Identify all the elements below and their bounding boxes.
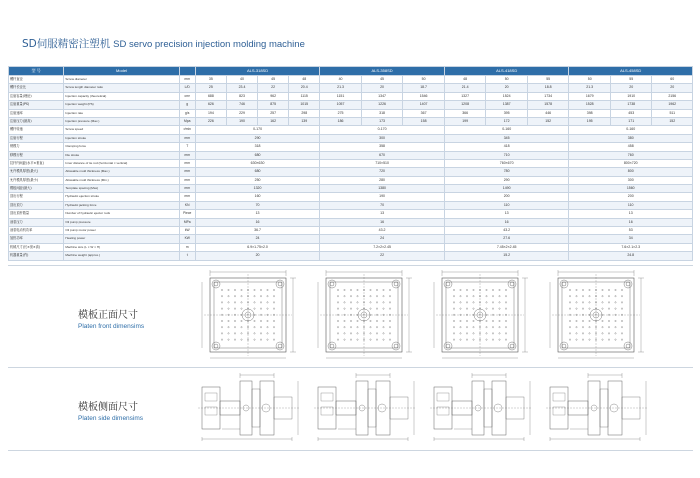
row-value: 40 <box>320 76 362 84</box>
header-model-1: ALS-318SD <box>195 67 320 76</box>
row-value: 27.6 <box>444 235 569 243</box>
row-value: 1738 <box>610 101 652 109</box>
table-row <box>9 193 693 201</box>
row-label-en: Hydraulic jacking force <box>64 201 179 209</box>
page-title-en: SD servo precision injection molding machine <box>113 39 305 50</box>
row-value: 511 <box>652 109 693 117</box>
row-value: 48 <box>444 76 486 84</box>
row-value: 1347 <box>361 92 403 100</box>
row-label-en: Injection stroke <box>64 134 179 142</box>
row-unit: mm <box>179 134 195 142</box>
row-value: 250 <box>195 176 320 184</box>
row-value: 1560 <box>569 185 693 193</box>
row-unit: m <box>179 243 195 251</box>
row-label-en: Number of hydraulic ejector rods <box>64 210 179 218</box>
front-dim-label <box>78 306 188 330</box>
row-value: 21.4 <box>444 84 486 92</box>
platen-side-drawing-4 <box>544 371 654 445</box>
row-value: 760 <box>569 151 693 159</box>
page-title <box>22 36 305 51</box>
row-value: 710 <box>444 151 569 159</box>
row-value: 194 <box>195 109 226 117</box>
header-model-3: ALS-418SD <box>444 67 569 76</box>
row-value: 0-170 <box>320 126 445 134</box>
row-value: 18.7 <box>403 84 445 92</box>
row-value: 962 <box>258 92 289 100</box>
spec-table-body <box>9 76 693 261</box>
platen-front-drawing-1 <box>196 268 302 362</box>
row-label-en: Oil pump pressure <box>64 218 179 226</box>
header-type: 型 号 <box>9 67 64 76</box>
row-value: 1490 <box>444 185 569 193</box>
platen-front-drawing-2 <box>312 268 418 362</box>
row-value: 446 <box>527 109 569 117</box>
table-row <box>9 134 693 142</box>
row-unit: Mpa <box>179 117 195 125</box>
row-label-cn: 注射压力(最高) <box>9 117 64 125</box>
row-label-cn: 允许模具厚度(最小) <box>9 176 64 184</box>
table-row <box>9 185 693 193</box>
table-row <box>9 218 693 226</box>
section-divider <box>8 450 693 451</box>
row-label-cn: 螺杆长径比 <box>9 84 64 92</box>
row-value: 55 <box>527 76 569 84</box>
row-value: 0-170 <box>195 126 320 134</box>
row-label-en: Template spacing (Max) <box>64 185 179 193</box>
row-label-cn: 螺杆转速 <box>9 126 64 134</box>
row-unit: kW <box>179 227 195 235</box>
table-row <box>9 92 693 100</box>
row-unit: mm <box>179 193 195 201</box>
row-value: 290 <box>195 134 320 142</box>
row-value: 70 <box>320 201 445 209</box>
row-value: 298 <box>289 109 320 117</box>
row-label-en: Clamping force <box>64 143 179 151</box>
row-value: 453 <box>610 109 652 117</box>
row-value: 688 <box>195 92 226 100</box>
row-value: 20 <box>361 84 403 92</box>
row-label-cn: 移模行程 <box>9 151 64 159</box>
row-unit: Piece <box>179 210 195 218</box>
row-value: 110 <box>569 201 693 209</box>
row-value: 0-160 <box>444 126 569 134</box>
table-row <box>9 243 693 251</box>
header-model-4: ALS-458SD <box>569 67 693 76</box>
row-unit: r/min <box>179 126 195 134</box>
front-dim-label-cn: 模板正面尺寸 <box>78 310 138 321</box>
row-value: 16 <box>569 218 693 226</box>
row-value: 199 <box>444 117 486 125</box>
row-value: 1226 <box>361 101 403 109</box>
row-label-en: Allowable mold thickness (Min.) <box>64 176 179 184</box>
row-label-en: Allowable mold thickness (Max.) <box>64 168 179 176</box>
row-label-cn: 顶出顶力 <box>9 201 64 209</box>
platen-side-drawing-2 <box>312 371 422 445</box>
row-value: 1151 <box>320 92 362 100</box>
header-model: Model <box>64 67 179 76</box>
row-value: 1320 <box>195 185 320 193</box>
row-value: 345 <box>444 134 569 142</box>
table-row <box>9 84 693 92</box>
row-label-cn: 油泵压力 <box>9 218 64 226</box>
row-value: 290 <box>444 176 569 184</box>
row-value: 7.45×2×2.45 <box>444 243 569 251</box>
row-value: 630×630 <box>195 159 320 167</box>
row-value: 200 <box>444 193 569 201</box>
row-value: 158 <box>403 117 445 125</box>
row-label-cn: 注射速率 <box>9 109 64 117</box>
table-row <box>9 176 693 184</box>
row-value: 7.2×2×2.45 <box>320 243 445 251</box>
row-label-en: Screw diameter <box>64 76 179 84</box>
side-dim-label-en: Platen side dimensims <box>78 415 144 422</box>
row-value: 670 <box>320 151 445 159</box>
row-value: 720 <box>320 168 445 176</box>
row-label-cn: 锁模力 <box>9 143 64 151</box>
row-value: 43.2 <box>320 227 445 235</box>
row-value: 173 <box>361 117 403 125</box>
row-value: 20 <box>486 84 528 92</box>
row-value: 6.9×1.75×2.0 <box>195 243 320 251</box>
row-value: 172 <box>486 117 528 125</box>
row-value: 34 <box>569 235 693 243</box>
row-label-en: Injection pressure (Max.) <box>64 117 179 125</box>
row-value: 15.2 <box>444 252 569 260</box>
row-unit: g/s <box>179 109 195 117</box>
section-divider <box>8 265 693 266</box>
row-value: 1528 <box>569 101 611 109</box>
row-unit: MPa <box>179 218 195 226</box>
row-value: 50 <box>569 76 611 84</box>
row-value: 680 <box>195 168 320 176</box>
platen-front-drawing-3 <box>428 268 534 362</box>
row-value: 780 <box>444 168 569 176</box>
row-label-en: Inner distance of tie rod (horizontal × vertical) <box>64 159 179 167</box>
row-value: 35 <box>195 76 226 84</box>
row-value: 300 <box>320 134 445 142</box>
row-value: 139 <box>289 117 320 125</box>
table-row <box>9 159 693 167</box>
row-value: 1546 <box>403 92 445 100</box>
row-value: 1387 <box>486 101 528 109</box>
row-value: 20 <box>610 84 652 92</box>
row-value: 25 <box>195 84 226 92</box>
row-value: 24 <box>195 235 320 243</box>
row-value: 43.2 <box>444 227 569 235</box>
row-unit: mm <box>179 185 195 193</box>
row-value: 13 <box>444 210 569 218</box>
row-value: 20.4 <box>289 84 320 92</box>
row-value: 55 <box>610 76 652 84</box>
row-value: 800×720 <box>569 159 693 167</box>
table-row <box>9 109 693 117</box>
row-label-cn: 机械尺寸(长×宽×高) <box>9 243 64 251</box>
row-unit: KN <box>179 201 195 209</box>
row-value: 366 <box>444 109 486 117</box>
table-row <box>9 252 693 260</box>
row-value: 1910 <box>610 92 652 100</box>
row-value: 152 <box>652 117 693 125</box>
spec-table-header <box>9 67 693 76</box>
row-label-cn: 注射容量(理论) <box>9 92 64 100</box>
row-value: 24 <box>320 235 445 243</box>
row-label-en: Injection rate <box>64 109 179 117</box>
row-value: 16 <box>444 218 569 226</box>
row-value: 190 <box>320 193 445 201</box>
row-unit: mm <box>179 159 195 167</box>
row-unit: L/D <box>179 84 195 92</box>
row-label-cn: 允许模具厚度(最大) <box>9 168 64 176</box>
platen-side-drawing-1 <box>196 371 306 445</box>
table-row <box>9 126 693 134</box>
row-value: 45 <box>258 76 289 84</box>
row-label-cn: 注射行程 <box>9 134 64 142</box>
table-row <box>9 76 693 84</box>
row-label-en: Heating power <box>64 235 179 243</box>
row-value: 1057 <box>320 101 362 109</box>
table-row <box>9 210 693 218</box>
row-value: 20 <box>195 252 320 260</box>
row-unit: t <box>179 252 195 260</box>
row-unit: T <box>179 143 195 151</box>
row-value: 70 <box>195 201 320 209</box>
row-unit: mm <box>179 76 195 84</box>
row-value: 23.4 <box>226 84 257 92</box>
row-label-cn: 注射重量(PS) <box>9 101 64 109</box>
row-value: 1407 <box>403 101 445 109</box>
header-model-2: ALS-358SD <box>320 67 445 76</box>
row-value: 1734 <box>527 92 569 100</box>
row-value: 458 <box>569 143 693 151</box>
row-value: 1380 <box>320 185 445 193</box>
row-unit: KW <box>179 235 195 243</box>
row-value: 152 <box>527 117 569 125</box>
row-label-en: Injection capacity (theoretical) <box>64 92 179 100</box>
row-label-cn: 顶出顶杆数量 <box>9 210 64 218</box>
row-value: 16 <box>195 218 320 226</box>
row-value: 875 <box>258 101 289 109</box>
row-value: 318 <box>361 109 403 117</box>
row-value: 680 <box>195 151 320 159</box>
row-value: 7.6×2.1×2.3 <box>569 243 693 251</box>
row-label-cn: 加热功率 <box>9 235 64 243</box>
row-value: 257 <box>258 109 289 117</box>
row-value: 190 <box>226 117 257 125</box>
row-unit: mm <box>179 168 195 176</box>
row-value: 53 <box>569 227 693 235</box>
row-value: 1962 <box>652 101 693 109</box>
row-label-cn: 顶出行程 <box>9 193 64 201</box>
row-label-en: Screw length diameter ratio <box>64 84 179 92</box>
row-unit: mm <box>179 176 195 184</box>
row-value: 226 <box>195 117 226 125</box>
row-value: 1578 <box>527 101 569 109</box>
row-label-en: Die stroke <box>64 151 179 159</box>
row-value: 22 <box>320 252 445 260</box>
row-value: 398 <box>569 109 611 117</box>
row-value: 13 <box>569 210 693 218</box>
row-value: 171 <box>610 117 652 125</box>
row-value: 13 <box>320 210 445 218</box>
row-value: 1524 <box>486 92 528 100</box>
row-value: 746 <box>226 101 257 109</box>
row-value: 300 <box>569 176 693 184</box>
row-unit: cm³ <box>179 92 195 100</box>
row-value: 367 <box>403 109 445 117</box>
row-value: 1115 <box>289 92 320 100</box>
row-value: 358 <box>320 143 445 151</box>
header-unit-blank <box>179 67 195 76</box>
row-label-cn: 油泵电动机功率 <box>9 227 64 235</box>
table-row <box>9 151 693 159</box>
table-row <box>9 235 693 243</box>
row-value: 275 <box>320 109 362 117</box>
row-label-en: Machine size (L × W × H) <box>64 243 179 251</box>
row-value: 20 <box>652 84 693 92</box>
row-label-cn: 机器重量(约) <box>9 252 64 260</box>
row-value: 21.3 <box>320 84 362 92</box>
row-value: 195 <box>569 117 611 125</box>
row-value: 48 <box>289 76 320 84</box>
spec-table <box>8 66 693 261</box>
row-value: 50 <box>403 76 445 84</box>
front-dim-label-en: Platen front dimensims <box>78 323 145 330</box>
row-label-en: Injection weight (PS) <box>64 101 179 109</box>
row-value: 229 <box>226 109 257 117</box>
row-value: 22 <box>258 84 289 92</box>
row-value: 800 <box>569 168 693 176</box>
row-label-en: Machine weight (approx.) <box>64 252 179 260</box>
row-label-cn: 螺杆直径 <box>9 76 64 84</box>
row-value: 823 <box>226 92 257 100</box>
row-value: 40 <box>226 76 257 84</box>
row-value: 21.3 <box>569 84 611 92</box>
row-label-en: Screw speed <box>64 126 179 134</box>
row-value: 280 <box>320 176 445 184</box>
row-value: 1015 <box>289 101 320 109</box>
table-row <box>9 168 693 176</box>
row-value: 380 <box>569 134 693 142</box>
row-value: 16 <box>320 218 445 226</box>
table-row <box>9 201 693 209</box>
table-row <box>9 117 693 125</box>
row-value: 162 <box>258 117 289 125</box>
row-unit: g <box>179 101 195 109</box>
row-label-en: Oil pump motor power <box>64 227 179 235</box>
table-row <box>9 101 693 109</box>
row-label-cn: 拉杆内间距(水平×垂直) <box>9 159 64 167</box>
row-unit: mm <box>179 151 195 159</box>
row-value: 13 <box>195 210 320 218</box>
row-value: 18.8 <box>527 84 569 92</box>
platen-side-drawing-3 <box>428 371 538 445</box>
row-value: 1327 <box>444 92 486 100</box>
platen-front-drawing-4 <box>544 268 650 362</box>
row-value: 186 <box>320 117 362 125</box>
row-value: 626 <box>195 101 226 109</box>
row-value: 60 <box>652 76 693 84</box>
side-dim-label <box>78 398 188 422</box>
row-value: 760×670 <box>444 159 569 167</box>
row-value: 36.7 <box>195 227 320 235</box>
table-row <box>9 227 693 235</box>
row-label-cn: 模板间距(最大) <box>9 185 64 193</box>
row-value: 1679 <box>569 92 611 100</box>
row-value: 24.8 <box>569 252 693 260</box>
row-value: 1208 <box>444 101 486 109</box>
row-value: 0-160 <box>569 126 693 134</box>
row-value: 710×510 <box>320 159 445 167</box>
row-value: 45 <box>361 76 403 84</box>
row-value: 200 <box>569 193 693 201</box>
row-value: 50 <box>486 76 528 84</box>
side-dim-label-cn: 模板侧面尺寸 <box>78 402 138 413</box>
row-label-en: Hydraulic ejection stroke <box>64 193 179 201</box>
table-row <box>9 143 693 151</box>
row-value: 318 <box>195 143 320 151</box>
row-value: 110 <box>444 201 569 209</box>
row-value: 395 <box>486 109 528 117</box>
section-divider <box>8 367 693 368</box>
row-value: 160 <box>195 193 320 201</box>
page-title-cn: SD伺服精密注塑机 <box>22 38 111 50</box>
row-value: 2156 <box>652 92 693 100</box>
row-value: 418 <box>444 143 569 151</box>
